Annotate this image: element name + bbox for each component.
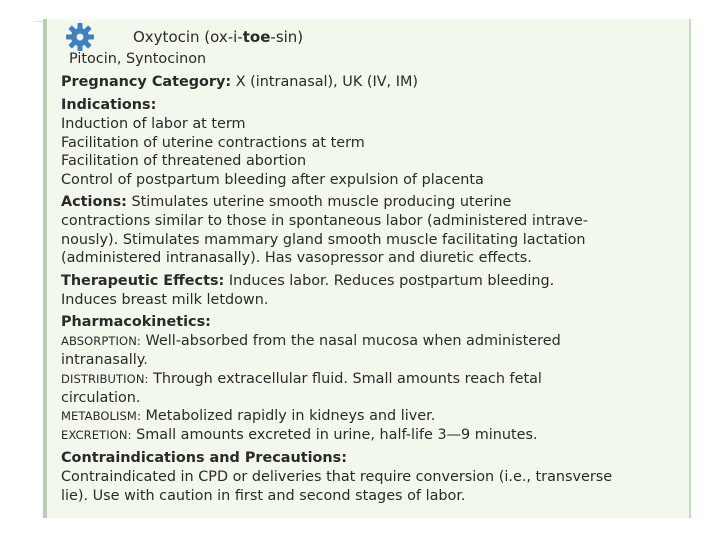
actions-line: nously). Stimulates mammary gland smooth muscle facilitating lactation xyxy=(61,231,586,248)
indications-heading: Indications: xyxy=(61,97,157,113)
drug-monograph-card xyxy=(43,19,691,518)
contraindications-line: lie). Use with caution in first and second stages of labor. xyxy=(61,487,466,504)
indication-item: Control of postpartum bleeding after expulsion of placenta xyxy=(61,171,484,188)
gear-icon xyxy=(64,21,96,53)
metabolism-line xyxy=(61,407,689,426)
excretion-line xyxy=(61,426,689,445)
indication-item: Facilitation of uterine contractions at term xyxy=(61,134,365,151)
distribution-text: Through extracellular fluid. Small amounts reach fetal xyxy=(148,370,542,387)
pregnancy-category xyxy=(61,73,689,92)
indication-item: Induction of labor at term xyxy=(61,116,246,132)
actions-line xyxy=(61,193,689,212)
distribution-line xyxy=(61,370,689,389)
distribution-label: DISTRIBUTION: xyxy=(61,371,149,386)
pregnancy-category-label: Pregnancy Category: xyxy=(61,74,232,90)
therapeutic-effects-text: Induces labor. Reduces postpartum bleeding. xyxy=(224,272,555,289)
excretion-text: Small amounts excreted in urine, half-life 3—9 minutes. xyxy=(131,427,538,443)
therapeutic-effects-line xyxy=(61,272,689,291)
drug-name-suffix: -sin) xyxy=(270,28,304,46)
therapeutic-effects-line: Induces breast milk letdown. xyxy=(61,291,269,308)
absorption-label: ABSORPTION: xyxy=(61,334,141,348)
absorption-line: intranasally. xyxy=(61,352,148,368)
excretion-label: EXCRETION: xyxy=(61,428,132,442)
distribution-line: circulation. xyxy=(61,389,141,406)
pregnancy-category-value: X (intranasal), UK (IV, IM) xyxy=(231,74,418,90)
therapeutic-effects-label: Therapeutic Effects: xyxy=(61,272,225,289)
brand-names: Pitocin, Syntocinon xyxy=(69,51,207,67)
contraindications-heading: Contraindications and Precautions: xyxy=(61,450,347,466)
pharmacokinetics-heading: Pharmacokinetics: xyxy=(61,314,211,330)
drug-name-prefix: Oxytocin (ox-i- xyxy=(133,28,243,46)
drug-name xyxy=(133,27,689,47)
absorption-line xyxy=(61,332,689,351)
actions-line: contractions similar to those in spontaneous labor (administered intrave- xyxy=(61,213,588,229)
actions-text: Stimulates uterine smooth muscle producing uterine xyxy=(126,194,512,210)
indication-item: Facilitation of threatened abortion xyxy=(61,153,307,169)
drug-name-stress: toe xyxy=(242,28,271,46)
metabolism-text: Metabolized rapidly in kidneys and liver. xyxy=(140,408,436,424)
contraindications-line: Contraindicated in CPD or deliveries that require conversion (i.e., transverse xyxy=(61,469,613,485)
actions-label: Actions: xyxy=(61,194,127,210)
actions-line: (administered intranasally). Has vasopressor and diuretic effects. xyxy=(61,250,532,266)
absorption-text: Well-absorbed from the nasal mucosa when administered xyxy=(140,333,561,349)
metabolism-label: METABOLISM: xyxy=(61,409,141,423)
